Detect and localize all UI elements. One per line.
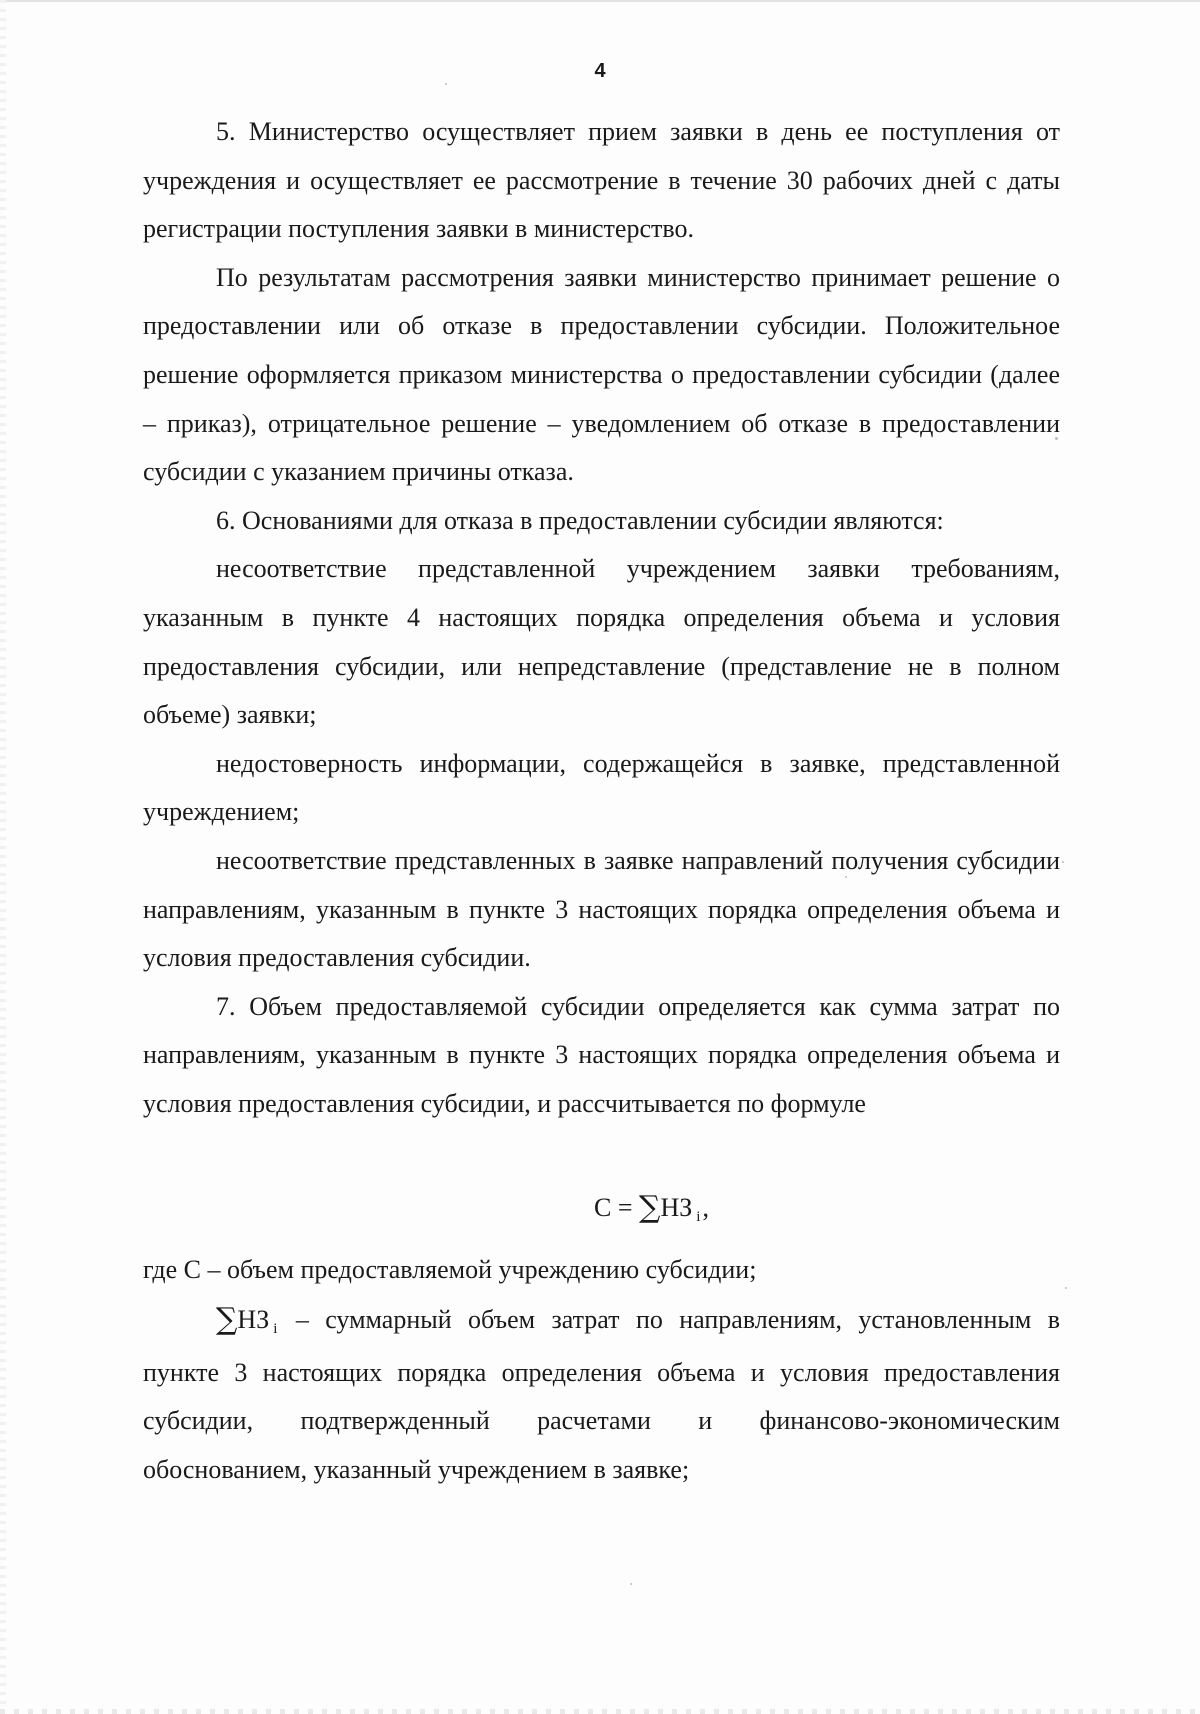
paragraph-7: 7. Объем предоставляемой субсидии определяется как сумма затрат по направлениям, указанным в пункте 3 настоящих порядка определения объема и условия предоставления субсидии, и рассчитывается по формуле (143, 991, 1060, 1118)
paragraph-5: 5. Министерство осуществляет прием заявки в день ее поступления от учреждения и осуществляет ее рассмотрение в течение 30 рабочих дней с даты регистрации поступления заявки в министерство. (143, 117, 1060, 244)
formula-term: НЗ (660, 1193, 693, 1223)
paragraph-6-item-1: несоответствие представленной учреждением заявки требованиям, указанным в пункте 4 настоящих порядка определения объема и условия предоставления субсидии, или непредставление (представление не в полном объеме) заявки; (143, 554, 1060, 730)
document-body (143, 108, 1060, 1494)
definition-term: НЗ (237, 1305, 270, 1335)
formula-equals: = (617, 1193, 633, 1223)
formula-sigma: ∑ (639, 1190, 661, 1226)
definition-nz (143, 1295, 1060, 1494)
formula-lhs: С (594, 1193, 612, 1223)
page-number: 4 (594, 60, 606, 82)
definition-sigma: ∑ (216, 1302, 238, 1338)
formula-subscript: i (696, 1209, 701, 1226)
definition-subscript: i (273, 1321, 278, 1338)
paragraph-6: 6. Основаниями для отказа в предоставлении субсидии являются: (216, 505, 944, 535)
scan-edge-bottom (0, 1709, 1200, 1714)
definition-text: – суммарный объем затрат по направлениям, установленным в пункте 3 настоящих порядка определения объема и условия предоставления субсидии, подтвержденный расчетами и финансово-экономическим обоснованием, указанный учреждением в заявке; (143, 1305, 1060, 1484)
definition-c: где С – объем предоставляемой учреждению субсидии; (143, 1255, 757, 1285)
paragraph-6-item-2: недостоверность информации, содержащейся в заявке, представленной учреждением; (143, 748, 1060, 827)
scan-edge-top (0, 0, 1200, 2)
paragraph-5-result: По результатам рассмотрения заявки министерство принимает решение о предоставлении или об отказе в предоставлении субсидии. Положительное решение оформляется приказом министерства о предоставлении субсидии (далее – приказ), отрицательное решение – уведомлением об отказе в предоставлении субсидии с указанием причины отказа. (143, 262, 1060, 487)
scan-edge-left (0, 0, 6, 1714)
paragraph-6-item-3: несоответствие представленных в заявке направлений получения субсидии направлениям, указанным в пункте 3 настоящих порядка определения объема и условия предоставления субсидии. (143, 845, 1060, 973)
subsidy-formula (143, 1148, 1060, 1266)
formula-trailing: , (702, 1193, 709, 1223)
